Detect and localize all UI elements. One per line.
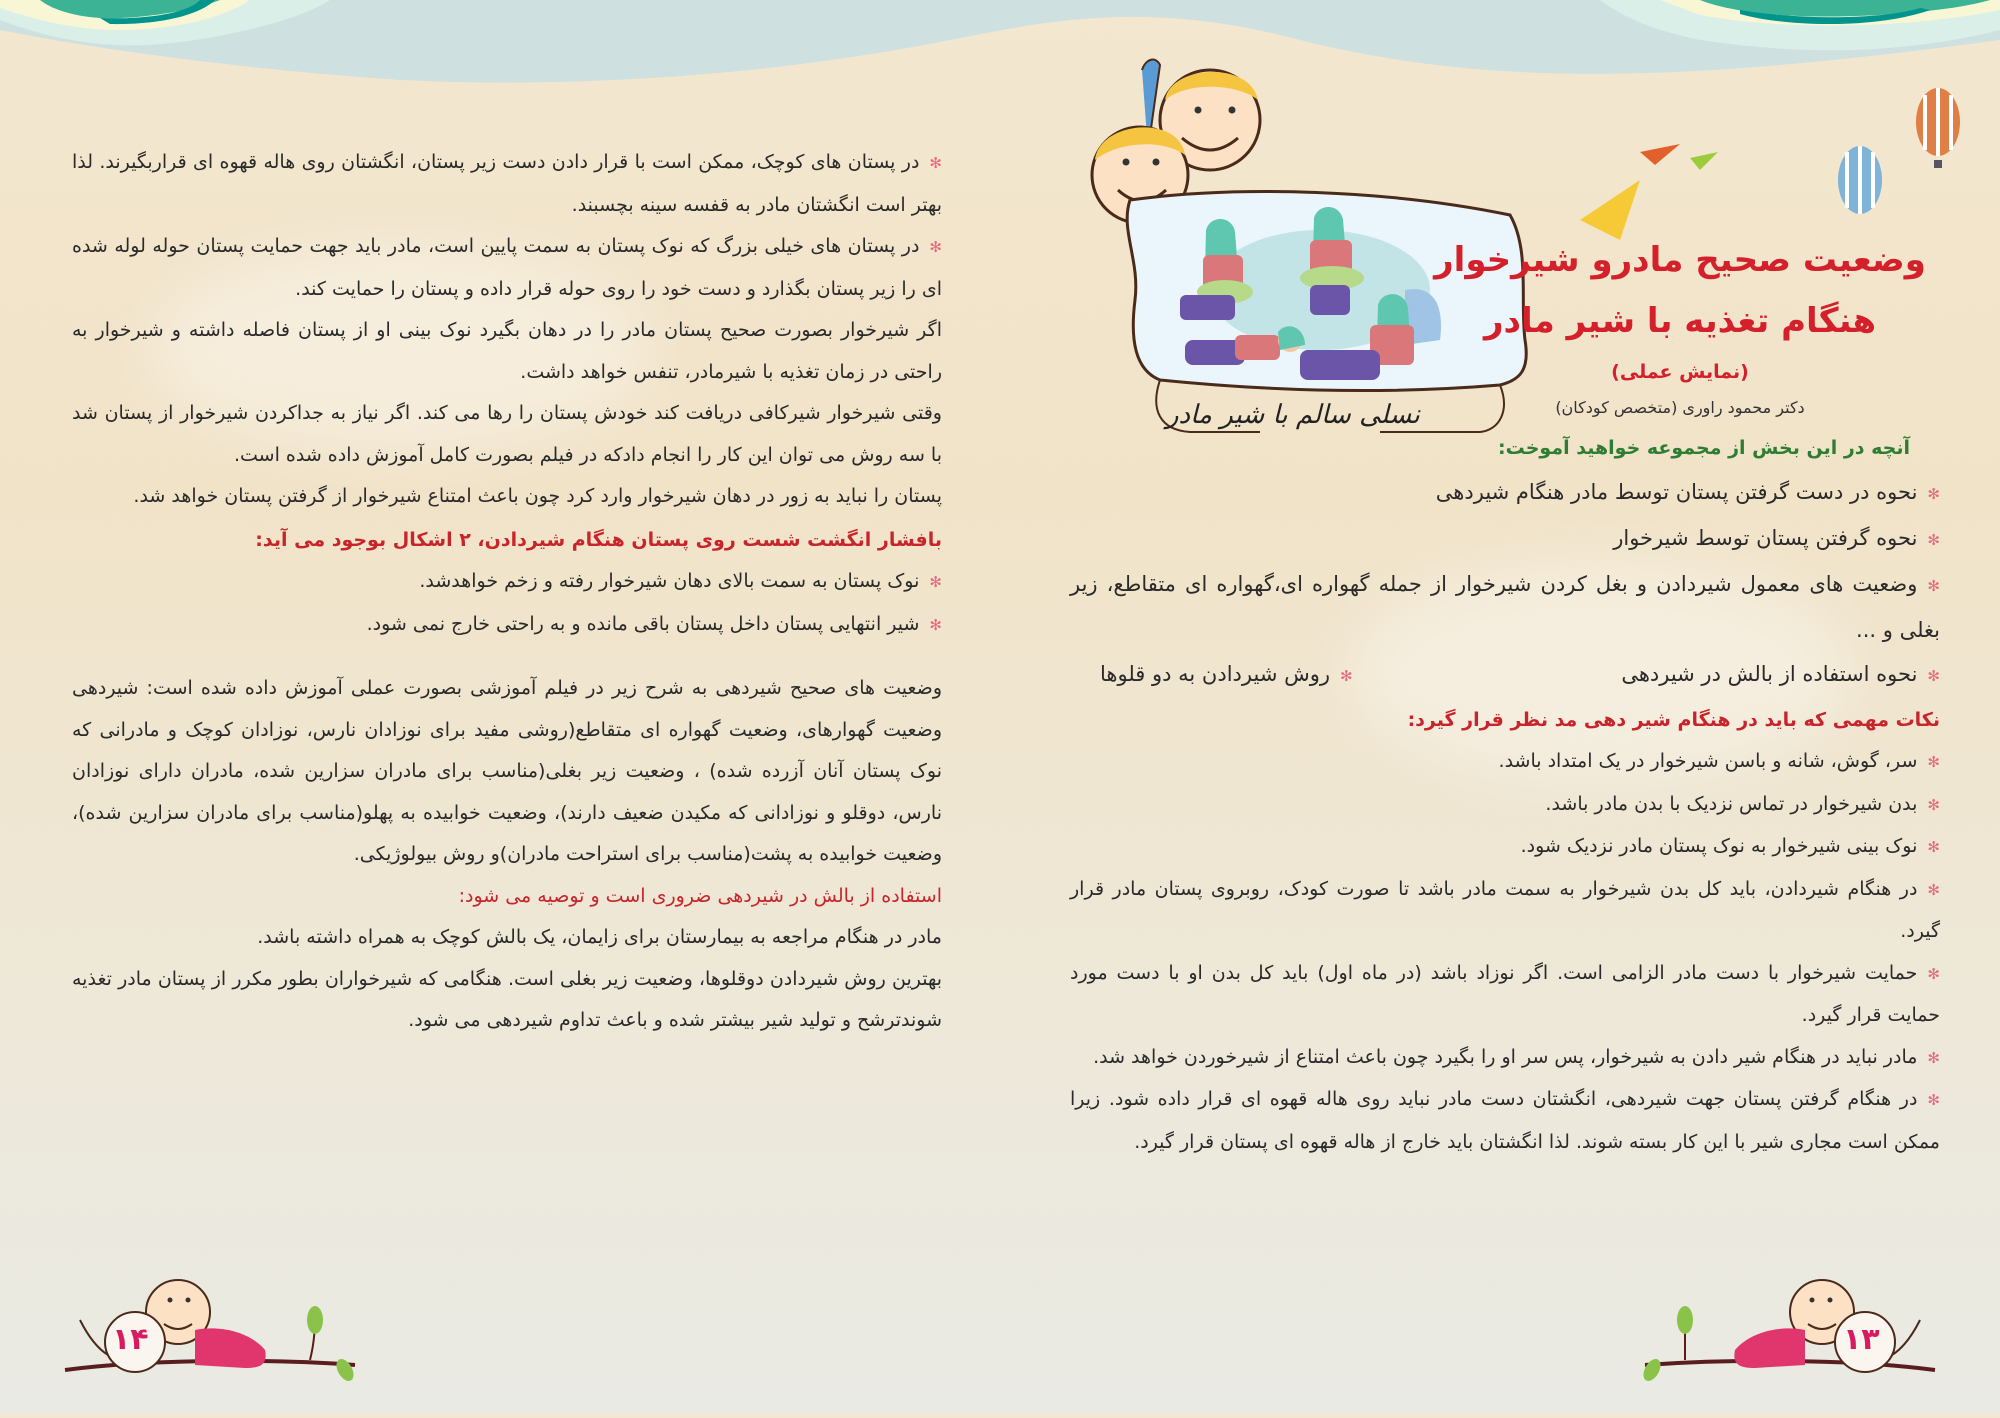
tip-item: ✻ در هنگام گرفتن پستان جهت شیردهی، انگشتان دست مادر نباید روی هاله قهوه ای قرار داده شود. زیرا ممکن است مجاری شیر با این کار بسته شوند. لذا انگشتان باید خارج از هاله قهوه ای پستان قرار گیرد. xyxy=(1070,1079,1940,1163)
left-page-text xyxy=(72,142,942,1042)
page-subtitle: (نمایش عملی) xyxy=(1611,361,1749,383)
paragraph-releasing-breast: وقتی شیرخوار شیرکافی دریافت کند خودش پستان را رها می کند. اگر نیاز به جداکردن شیرخوار از پستان شد با سه روش می توان این کار را انجام دادکه در فیلم بصورت کامل آموزش داده شده است. xyxy=(72,402,942,466)
right-page xyxy=(1000,0,2000,1414)
paragraph-pillow: مادر در هنگام مراجعه به بیمارستان برای زایمان، یک بالش کوچک به همراه داشته باشد. xyxy=(257,926,942,948)
right-page-text xyxy=(1070,428,1940,1163)
paragraph-no-forcing: پستان را نباید به زور در دهان شیرخوار وارد کرد چون باعث امتناع شیرخوار از گرفتن پستان خواهد شد. xyxy=(133,485,942,507)
page-number: ۱۴ xyxy=(112,1322,149,1357)
learn-item: ✻ روش شیردادن به دو قلوها xyxy=(1100,652,1353,698)
thumb-item: ✻ نوک پستان به سمت بالای دهان شیرخوار رفته و زخم خواهدشد. xyxy=(72,561,942,604)
girl-on-branch-illustration xyxy=(60,1270,360,1414)
paragraph-small-breasts: ✻ در پستان های کوچک، ممکن است با قرار دادن دست زیر پستان، انگشتان روی هاله قهوه ای قراربگیرند. لذا بهتر است انگشتان مادر به قفسه سینه بچسبند. xyxy=(72,142,942,226)
tip-item: ✻ حمایت شیرخوار با دست مادر الزامی است. اگر نوزاد باشد (در ماه اول) باید کل بدن او با دست مورد حمایت قرار گیرد. xyxy=(1070,953,1940,1037)
heading-what-you-learn: آنچه در این بخش از مجموعه خواهید آموخت: xyxy=(1498,437,1910,459)
tip-item: ✻ سر، گوش، شانه و باسن شیرخوار در یک امتداد باشد. xyxy=(1070,741,1940,784)
thumb-item: ✻ شیر انتهایی پستان داخل پستان باقی مانده و به راحتی خارج نمی شود. xyxy=(72,604,942,647)
tip-item: ✻ بدن شیرخوار در تماس نزدیک با بدن مادر باشد. xyxy=(1070,784,1940,827)
tip-item: ✻ در هنگام شیردادن، باید کل بدن شیرخوار به سمت مادر باشد تا صورت کودک، روبروی پستان مادر قرار گیرد. xyxy=(1070,869,1940,953)
paragraph-positions: وضعیت های صحیح شیردهی به شرح زیر در فیلم آموزشی بصورت عملی آموزش داده شده است: شیردهی وضعیت گهوارهای، وضعیت گهواره ای متقاطع(روشی مفید برای نوزادان نارس، نوزادان کوچک و مادرانی که نوک پستان آنان آزرده شده) ، وضعیت زیر بغلی(مناسب برای مادران سزارین شده، مادران دارای نوزادان نارس، دوقلو و نوزادانی که مکیدن ضعیف دارند)، وضعیت خوابیده به پهلو(مناسب برای مادران سزارین شده)، وضعیت خوابیده به پشت(مناسب برای استراحت مادران)و روش بیولوژیکی. xyxy=(72,677,942,865)
paper-planes-and-balloons xyxy=(1520,80,2000,240)
heading-pillow-use: استفاده از بالش در شیردهی ضروری است و توصیه می شود: xyxy=(458,884,942,907)
author-line: دکتر محمود راوری (متخصص کودکان) xyxy=(1555,398,1805,417)
learn-item: ✻ وضعیت های معمول شیردادن و بغل کردن شیرخوار از جمله گهواره ای،گهواره ای متقاطع، زیر بغلی و ... xyxy=(1070,562,1940,652)
learn-item: ✻ نحوه استفاده از بالش در شیردهی xyxy=(1621,652,1940,698)
tip-item: ✻ نوک بینی شیرخوار به نوک پستان مادر نزدیک شود. xyxy=(1070,826,1940,869)
left-page xyxy=(0,0,1000,1414)
page-title-line2: هنگام تغذیه با شیر مادر xyxy=(1483,301,1877,341)
page-number: ۱۳ xyxy=(1843,1322,1880,1357)
title-block xyxy=(1420,232,1940,426)
page-number-illustration-left xyxy=(60,1270,360,1414)
banner-caption: نسلی سالم با شیر مادر xyxy=(1166,400,1420,430)
page-number-illustration-right xyxy=(1640,1270,1940,1414)
page-title-line1: وضعیت صحیح مادرو شیرخوار xyxy=(1434,240,1926,280)
girl-on-branch-illustration xyxy=(1640,1270,1940,1414)
paragraph-correct-latch: اگر شیرخوار بصورت صحیح پستان مادر را در دهان بگیرد نوک بینی او از پستان فاصله داشته و شیرخوار به راحتی در زمان تغذیه با شیرمادر، تنفس خواهد داشت. xyxy=(72,319,942,383)
heading-important-tips: نکات مهمی که باید در هنگام شیر دهی مد نظر قرار گیرد: xyxy=(1407,708,1940,731)
tip-item: ✻ مادر نباید در هنگام شیر دادن به شیرخوار، پس سر او را بگیرد چون باعث امتناع از شیرخوردن خواهد شد. xyxy=(1070,1037,1940,1080)
paragraph-large-breasts: ✻ در پستان های خیلی بزرگ که نوک پستان به سمت پایین است، مادر باید جهت حمایت پستان حوله لوله شده ای را زیر پستان بگذارد و دست خود را روی حوله قرار داده و پستان را حمایت کند. xyxy=(72,226,942,310)
learn-item: ✻ نحوه در دست گرفتن پستان توسط مادر هنگام شیردهی xyxy=(1070,470,1940,516)
heading-thumb-pressure: بافشار انگشت شست روی پستان هنگام شیردادن، ۲ اشکال بوجود می آید: xyxy=(255,528,942,551)
paragraph-twins: بهترین روش شیردادن دوقلوها، وضعیت زیر بغلی است. هنگامی که شیرخواران بطور مکرر از پستان مادر تغذیه شوندترشح و تولید شیر بیشتر شده و باعث تداوم شیردهی می شود. xyxy=(72,967,942,1031)
learn-item: ✻ نحوه گرفتن پستان توسط شیرخوار xyxy=(1070,516,1940,562)
learn-item-pair xyxy=(1070,652,1940,698)
